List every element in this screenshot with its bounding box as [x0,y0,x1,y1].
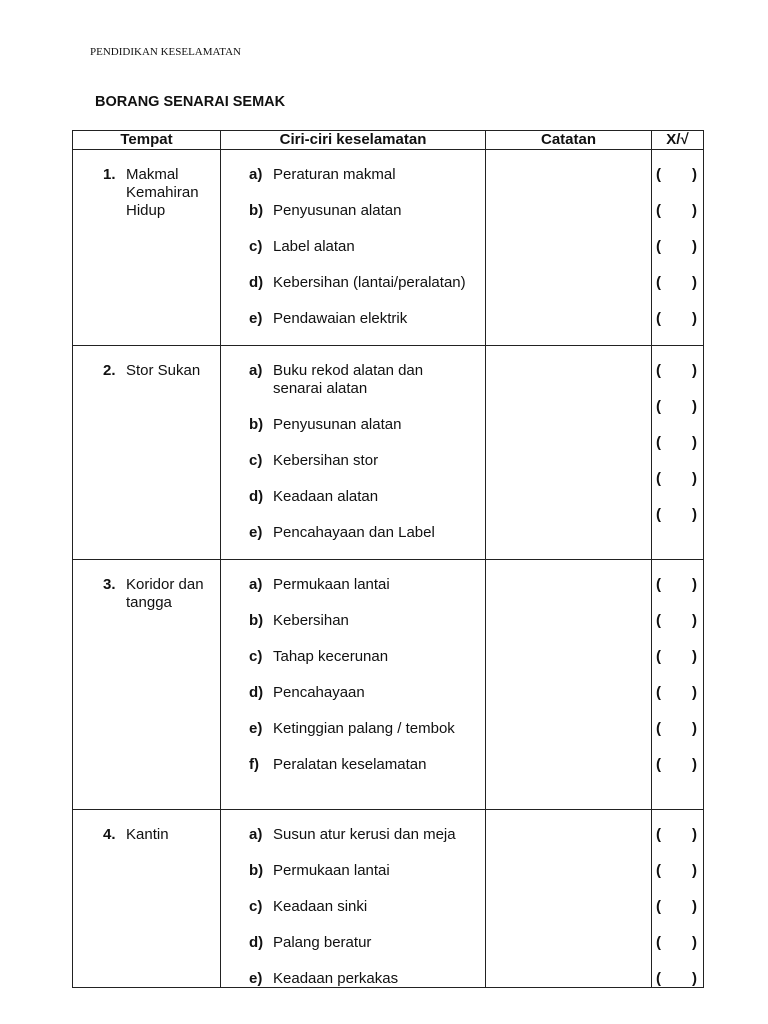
checkbox [652,310,703,328]
place-cell [73,346,221,559]
criterion-text [273,238,355,256]
checkbox-close-paren: ) [692,862,697,879]
criterion-item [249,416,485,434]
checkbox-mark [661,274,692,292]
criterion-letter: b) [249,612,264,629]
mark-cell [652,346,703,559]
criteria-cell [221,810,486,987]
checkbox [652,934,703,952]
criterion-text-line: Permukaan lantai [273,862,390,879]
criterion-text [273,612,349,630]
criterion-item [249,362,485,398]
place-name-line: Kantin [126,826,169,843]
criterion-text [273,452,378,470]
checkbox [652,970,703,988]
criterion-text-line: Pendawaian elektrik [273,310,408,327]
checkbox-open-paren: ( [656,720,661,737]
criterion-text [273,524,435,542]
checkbox-mark [661,826,692,844]
section-number: 3. [103,576,116,593]
criterion-text [273,576,390,594]
place-name [126,362,200,559]
place-cell [73,810,221,987]
checkbox-mark [661,362,692,380]
place-name [126,826,169,987]
place-name [126,166,199,345]
criterion-text-line: Susun atur kerusi dan meja [273,826,456,843]
criterion-text [273,720,455,738]
checkbox [652,756,703,774]
criterion-item [249,862,485,880]
criterion-text-line: Kebersihan [273,612,349,629]
criterion-text-line: Keadaan sinki [273,898,368,915]
criterion-letter: e) [249,720,263,737]
checklist-section [73,346,703,560]
criterion-letter: a) [249,166,263,183]
checkbox-close-paren: ) [692,202,697,219]
checkbox [652,720,703,738]
checkbox-close-paren: ) [692,720,697,737]
checkbox [652,470,703,488]
place-name [126,576,204,809]
criterion-text-line: Kebersihan stor [273,452,379,469]
criterion-item [249,452,485,470]
criterion-text [273,970,398,988]
checkbox-open-paren: ( [656,934,661,951]
checkbox-close-paren: ) [692,166,697,183]
checkbox-open-paren: ( [656,576,661,593]
checkbox [652,202,703,220]
checkbox-open-paren: ( [656,898,661,915]
criterion-item [249,524,485,542]
checkbox-close-paren: ) [692,684,697,701]
criterion-item [249,612,485,630]
checkbox-close-paren: ) [692,756,697,773]
criterion-text [273,756,426,774]
place-name-line: Makmal [126,166,179,183]
criterion-letter: b) [249,862,264,879]
notes-cell [486,346,652,559]
checkbox-mark [661,576,692,594]
criterion-item [249,310,485,328]
criterion-text-line: Ketinggian palang / tembok [273,720,455,737]
checkbox [652,434,703,452]
checkbox-close-paren: ) [692,274,697,291]
criterion-letter: d) [249,934,264,951]
checkbox [652,274,703,292]
criterion-text-line: Buku rekod alatan dan [273,362,424,379]
checkbox-mark [661,470,692,488]
checklist-section [73,150,703,346]
criterion-letter: b) [249,202,264,219]
criterion-item [249,648,485,666]
place-name-line: Hidup [126,202,166,219]
checkbox-open-paren: ( [656,238,661,255]
criterion-letter: a) [249,826,263,843]
criterion-letter: b) [249,416,264,433]
criterion-item [249,934,485,952]
section-number: 2. [103,362,116,379]
checkbox-open-paren: ( [656,756,661,773]
criteria-cell [221,150,486,345]
criterion-text [273,898,367,916]
criterion-text [273,166,396,184]
notes-cell [486,560,652,809]
criterion-text-line: Palang beratur [273,934,372,951]
criterion-item [249,756,485,774]
checkbox-mark [661,970,692,988]
checkbox [652,612,703,630]
checkbox-close-paren: ) [692,648,697,665]
place-cell [73,560,221,809]
checkbox-open-paren: ( [656,506,661,523]
checkbox-open-paren: ( [656,862,661,879]
section-number: 1. [103,166,116,183]
criterion-text-line: Keadaan perkakas [273,970,399,987]
checkbox-open-paren: ( [656,166,661,183]
criterion-text [273,826,456,844]
criterion-text [273,648,388,666]
checkbox-mark [661,648,692,666]
checkbox-mark [661,238,692,256]
checkbox-mark [661,862,692,880]
checkbox-mark [661,684,692,702]
criteria-cell [221,560,486,809]
criterion-item [249,238,485,256]
checkbox-close-paren: ) [692,576,697,593]
criterion-text [273,310,407,328]
criterion-text [273,488,378,506]
checkbox-open-paren: ( [656,648,661,665]
checkbox [652,684,703,702]
place-name-line: Kemahiran [126,184,199,201]
criterion-text [273,684,365,702]
checkbox-close-paren: ) [692,310,697,327]
place-cell [73,150,221,345]
criterion-letter: d) [249,488,264,505]
checkbox [652,898,703,916]
criterion-item [249,202,485,220]
notes-cell [486,150,652,345]
criterion-letter: c) [249,238,263,255]
mark-cell [652,560,703,809]
checkbox [652,862,703,880]
checkbox-mark [661,612,692,630]
criterion-text-line: Pencahayaan dan Label [273,524,435,541]
criterion-text-line: Keadaan alatan [273,488,379,505]
criterion-letter: c) [249,452,263,469]
section-number: 4. [103,826,116,843]
criterion-letter: a) [249,362,263,379]
notes-cell [486,810,652,987]
criteria-cell [221,346,486,559]
checkbox [652,576,703,594]
checkbox-close-paren: ) [692,612,697,629]
checkbox [652,506,703,524]
checkbox-open-paren: ( [656,684,661,701]
checkbox-mark [661,934,692,952]
criterion-text [273,274,466,292]
checkbox-open-paren: ( [656,202,661,219]
checkbox-close-paren: ) [692,434,697,451]
criterion-item [249,684,485,702]
checkbox-mark [661,434,692,452]
criterion-letter: d) [249,274,264,291]
table-header-row [73,131,703,150]
place-name-line: Koridor dan [126,576,204,593]
checkbox-close-paren: ) [692,970,697,987]
criterion-item [249,898,485,916]
criterion-letter: e) [249,970,263,987]
checkbox-mark [661,898,692,916]
criterion-letter: e) [249,310,263,327]
criterion-item [249,274,485,292]
criterion-text-line: Penyusunan alatan [273,202,402,219]
criterion-item [249,166,485,184]
checkbox-mark [661,720,692,738]
criterion-item [249,826,485,844]
criterion-item [249,488,485,506]
criterion-text-line: Kebersihan (lantai/peralatan) [273,274,466,291]
criterion-text-line: Peralatan keselamatan [273,756,427,773]
checkbox-mark [661,166,692,184]
checkbox-mark [661,506,692,524]
checkbox-close-paren: ) [692,826,697,843]
checkbox [652,362,703,380]
checklist-section [73,810,703,987]
criterion-text-line: Label alatan [273,238,355,255]
checkbox-mark [661,310,692,328]
criterion-letter: f) [249,756,259,773]
criterion-letter: c) [249,648,263,665]
criterion-text-line: Peraturan makmal [273,166,396,183]
checkbox-close-paren: ) [692,898,697,915]
checkbox [652,826,703,844]
checklist-table [72,130,704,988]
checkbox [652,648,703,666]
checkbox-close-paren: ) [692,398,697,415]
checkbox-open-paren: ( [656,398,661,415]
checkbox-close-paren: ) [692,362,697,379]
column-header-criteria: Ciri-ciri keselamatan [221,131,486,149]
criterion-letter: d) [249,684,264,701]
criterion-text [273,416,401,434]
place-name-line: Stor Sukan [126,362,201,379]
criterion-text [273,362,423,398]
checkbox-close-paren: ) [692,934,697,951]
criterion-letter: c) [249,898,263,915]
checklist-section [73,560,703,810]
running-header: PENDIDIKAN KESELAMATAN [90,46,241,58]
checkbox-open-paren: ( [656,434,661,451]
criterion-text [273,202,401,220]
criterion-item [249,720,485,738]
mark-cell [652,150,703,345]
checkbox-open-paren: ( [656,826,661,843]
criterion-text-line: Tahap kecerunan [273,648,389,665]
checkbox-open-paren: ( [656,612,661,629]
place-name-line: tangga [126,594,172,611]
checkbox-close-paren: ) [692,470,697,487]
checkbox [652,398,703,416]
criterion-text [273,934,371,952]
criterion-text-line: Pencahayaan [273,684,365,701]
checkbox-close-paren: ) [692,506,697,523]
checkbox-mark [661,756,692,774]
checkbox-open-paren: ( [656,362,661,379]
checkbox-open-paren: ( [656,470,661,487]
criterion-item [249,970,485,988]
mark-cell [652,810,703,987]
criterion-letter: a) [249,576,263,593]
checkbox-close-paren: ) [692,238,697,255]
checkbox-mark [661,202,692,220]
criterion-item [249,576,485,594]
column-header-mark: X/√ [666,131,689,148]
checkbox-open-paren: ( [656,274,661,291]
criterion-text-line: Penyusunan alatan [273,416,402,433]
criterion-text-line: Permukaan lantai [273,576,390,593]
criterion-text [273,862,390,880]
criterion-letter: e) [249,524,263,541]
column-header-place: Tempat [73,131,221,149]
column-header-notes: Catatan [486,131,652,149]
checkbox-open-paren: ( [656,310,661,327]
checkbox [652,166,703,184]
checkbox [652,238,703,256]
form-title: BORANG SENARAI SEMAK [95,94,286,110]
criterion-text-line: senarai alatan [273,380,368,397]
checkbox-mark [661,398,692,416]
checkbox-open-paren: ( [656,970,661,987]
